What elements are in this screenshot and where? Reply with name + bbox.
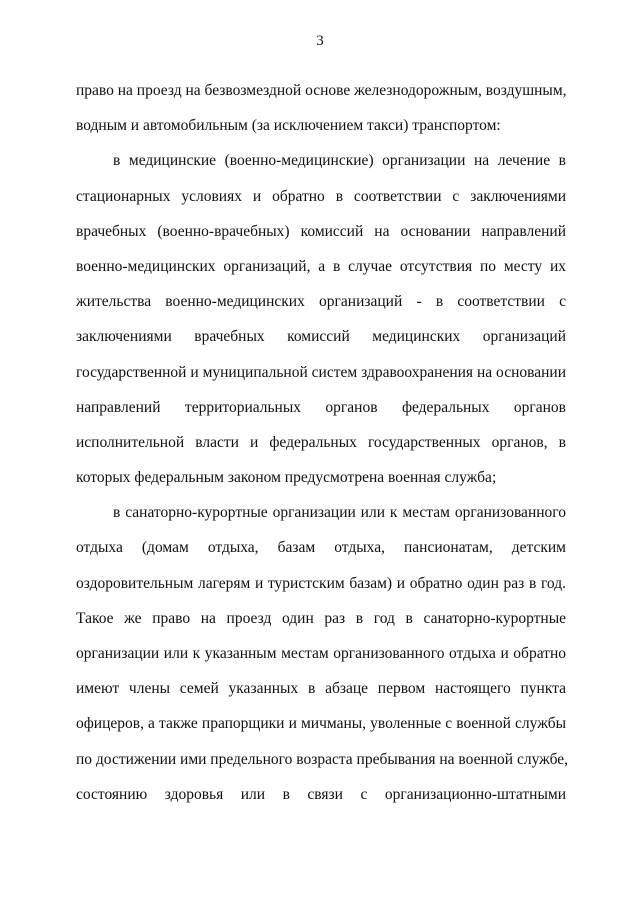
text-line: исполнительной власти и федеральных государственных органов, в (76, 433, 566, 451)
text-line: в санаторно-курортные организации или к местам организованного (113, 504, 566, 522)
text-line: оздоровительным лагерям и туристским базам) и обратно один раз в год. (76, 574, 566, 592)
text-line: которых федеральным законом предусмотрена военная служба; (76, 469, 497, 487)
paragraph-1 (76, 73, 566, 143)
text-line: офицеров, а также прапорщики и мичманы, уволенные с военной службы (76, 715, 566, 733)
text-line: заключениями врачебных комиссий медицинских организаций (76, 328, 566, 346)
text-line: право на проезд на безвозмездной основе железнодорожным, воздушным, (76, 82, 567, 99)
page-number: 3 (316, 33, 324, 49)
paragraph-2 (76, 143, 566, 495)
document-body (76, 73, 569, 812)
text-line: военно-медицинских организаций, а в случае отсутствия по месту их (76, 257, 566, 275)
text-line: стационарных условиях и обратно в соответствии с заключениями (76, 187, 566, 205)
text-line: организации или к указанным местам организованного отдыха и обратно (76, 645, 566, 662)
text-line: в медицинские (военно-медицинские) организации на лечение в (113, 152, 566, 170)
text-line: по достижении ими предельного возраста пребывания на военной службе, (76, 750, 569, 768)
text-line: жительства военно-медицинских организаций - в соответствии с (76, 293, 566, 311)
paragraph-3 (76, 495, 569, 812)
text-line: государственной и муниципальной систем здравоохранения на основании (76, 363, 566, 381)
text-line: направлений территориальных органов федеральных органов (76, 398, 566, 416)
text-line: врачебных (военно-врачебных) комиссий на основании направлений (76, 222, 566, 240)
text-line: отдыха (домам отдыха, базам отдыха, пансионатам, детским (76, 539, 566, 557)
text-line: состоянию здоровья или в связи с организационно-штатными (76, 785, 566, 803)
text-line: имеют члены семей указанных в абзаце первом настоящего пункта (76, 680, 566, 698)
text-line: водным и автомобильным (за исключением такси) транспортом: (76, 117, 501, 135)
text-line: Такое же право на проезд один раз в год в санаторно-курортные (76, 609, 566, 627)
